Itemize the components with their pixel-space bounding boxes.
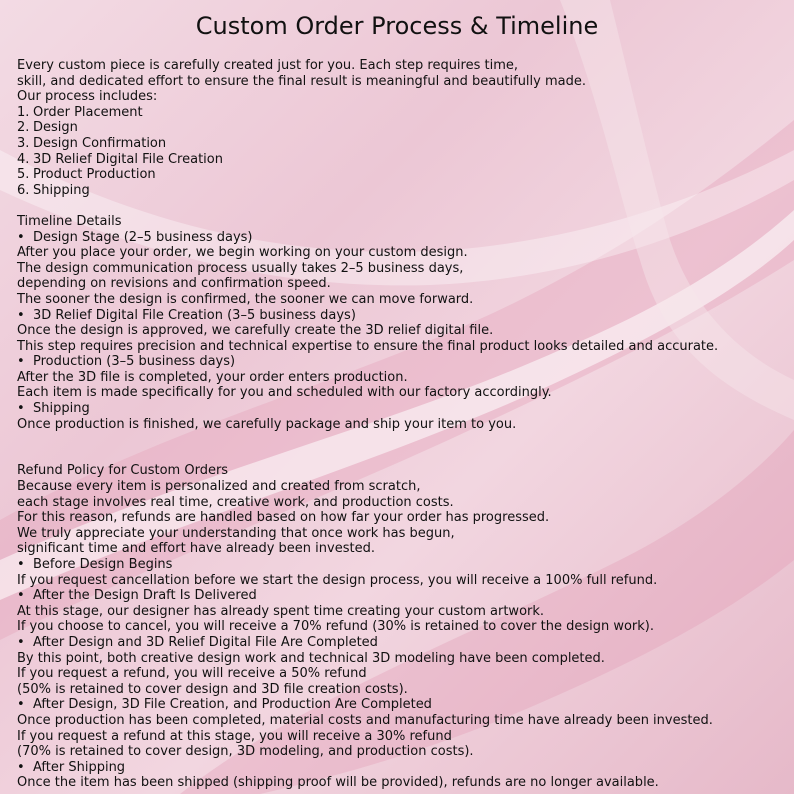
- timeline-line: Once the design is approved, we carefully create the 3D relief digital file.: [17, 323, 494, 339]
- document-body: [17, 58, 787, 791]
- refund-line: By this point, both creative design work and technical 3D modeling have been completed.: [17, 650, 605, 666]
- process-step: 1. Order Placement: [17, 104, 143, 120]
- timeline-line: After you place your order, we begin working on your custom design.: [17, 245, 468, 261]
- refund-line: (50% is retained to cover design and 3D file creation costs).: [17, 681, 408, 697]
- timeline-line: The sooner the design is confirmed, the sooner we can move forward.: [17, 291, 474, 307]
- refund-intro-line: each stage involves real time, creative work, and production costs.: [17, 494, 454, 510]
- refund-line: Once the item has been shipped (shipping proof will be provided), refunds are no longer available.: [17, 775, 659, 791]
- timeline-line: Once production is finished, we carefully package and ship your item to you.: [17, 416, 517, 432]
- refund-item-heading: • After Design, 3D File Creation, and Production Are Completed: [17, 697, 432, 713]
- page-title: Custom Order Process & Timeline: [195, 12, 599, 40]
- process-step: 4. 3D Relief Digital File Creation: [17, 151, 223, 167]
- timeline-item-heading: • 3D Relief Digital File Creation (3–5 business days): [17, 307, 356, 323]
- timeline-line: Each item is made specifically for you and scheduled with our factory accordingly.: [17, 385, 552, 401]
- refund-line: If you request a refund at this stage, you will receive a 30% refund: [17, 728, 452, 744]
- refund-intro-line: For this reason, refunds are handled based on how far your order has progressed.: [17, 510, 550, 526]
- timeline-line: After the 3D file is completed, your order enters production.: [17, 369, 408, 385]
- refund-line: Once production has been completed, material costs and manufacturing time have already been invested.: [17, 712, 713, 728]
- process-step: 3. Design Confirmation: [17, 135, 167, 151]
- refund-intro-line: We truly appreciate your understanding that once work has begun,: [17, 525, 455, 541]
- refund-line: If you request cancellation before we start the design process, you will receive a 100% full refund.: [17, 572, 658, 588]
- refund-intro-line: Because every item is personalized and created from scratch,: [17, 479, 421, 495]
- timeline-item-heading: • Shipping: [17, 401, 90, 417]
- timeline-item-heading: • Design Stage (2–5 business days): [17, 229, 253, 245]
- refund-item-heading: • After the Design Draft Is Delivered: [17, 588, 257, 604]
- timeline-item-heading: • Production (3–5 business days): [17, 354, 236, 370]
- refund-heading: Refund Policy for Custom Orders: [17, 463, 229, 479]
- refund-item-heading: • Before Design Begins: [17, 557, 173, 572]
- refund-line: (70% is retained to cover design, 3D modeling, and production costs).: [17, 744, 474, 760]
- process-step: 5. Product Production: [17, 167, 156, 183]
- timeline-heading: Timeline Details: [17, 213, 122, 229]
- timeline-line: This step requires precision and technical expertise to ensure the final product looks detailed and accurate.: [17, 338, 719, 354]
- refund-line: If you choose to cancel, you will receive a 70% refund (30% is retained to cover the design work).: [17, 619, 655, 635]
- process-step: 2. Design: [17, 120, 78, 136]
- intro-line: Every custom piece is carefully created just for you. Each step requires time,: [17, 58, 519, 73]
- refund-item-heading: • After Shipping: [17, 759, 126, 775]
- process-step: 6. Shipping: [17, 182, 90, 198]
- timeline-line: The design communication process usually takes 2–5 business days,: [17, 260, 464, 276]
- intro-line: skill, and dedicated effort to ensure the final result is meaningful and beautifully made.: [17, 73, 586, 89]
- timeline-line: depending on revisions and confirmation speed.: [17, 276, 331, 292]
- refund-item-heading: • After Design and 3D Relief Digital File Are Completed: [17, 634, 378, 650]
- refund-line: At this stage, our designer has already spent time creating your custom artwork.: [17, 603, 545, 619]
- intro-line: Our process includes:: [17, 89, 158, 105]
- refund-line: If you request a refund, you will receive a 50% refund: [17, 666, 367, 682]
- refund-intro-line: significant time and effort have already been invested.: [17, 541, 375, 557]
